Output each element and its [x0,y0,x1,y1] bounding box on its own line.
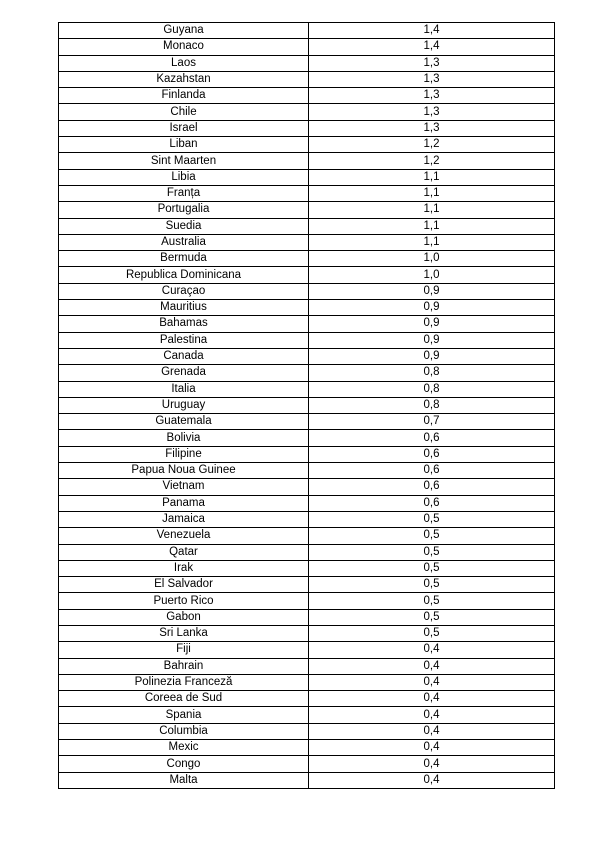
value-cell: 0,4 [309,674,555,690]
country-cell: Guyana [59,23,309,39]
country-cell: Polinezia Franceză [59,674,309,690]
value-cell: 0,4 [309,772,555,788]
country-cell: Uruguay [59,397,309,413]
table-row [59,104,555,120]
table-row [59,316,555,332]
country-cell: Libia [59,169,309,185]
value-cell: 1,0 [309,251,555,267]
country-cell: Filipine [59,446,309,462]
value-cell: 0,4 [309,740,555,756]
table-row [59,381,555,397]
table-row [59,446,555,462]
table-row [59,609,555,625]
value-cell: 0,4 [309,723,555,739]
country-cell: Grenada [59,365,309,381]
value-cell: 0,5 [309,625,555,641]
value-cell: 0,5 [309,544,555,560]
country-cell: Portugalia [59,202,309,218]
value-cell: 1,0 [309,267,555,283]
value-cell: 0,9 [309,348,555,364]
country-cell: Venezuela [59,528,309,544]
table-row [59,55,555,71]
table-row [59,120,555,136]
table-row [59,397,555,413]
table-row [59,71,555,87]
table-row [59,414,555,430]
value-cell: 0,8 [309,365,555,381]
value-cell: 0,6 [309,479,555,495]
value-cell: 0,5 [309,528,555,544]
value-cell: 0,4 [309,642,555,658]
country-cell: Qatar [59,544,309,560]
country-cell: Columbia [59,723,309,739]
value-cell: 0,6 [309,495,555,511]
country-cell: Guatemala [59,414,309,430]
table-row [59,202,555,218]
table-row [59,234,555,250]
value-cell: 1,3 [309,55,555,71]
country-cell: Gabon [59,609,309,625]
value-cell: 0,8 [309,397,555,413]
value-cell: 0,9 [309,316,555,332]
country-cell: Kazahstan [59,71,309,87]
table-row [59,560,555,576]
value-cell: 0,4 [309,756,555,772]
country-cell: Panama [59,495,309,511]
table-row [59,365,555,381]
table-body [59,23,555,789]
value-cell: 0,4 [309,658,555,674]
table-row [59,430,555,446]
country-cell: Canada [59,348,309,364]
country-cell: Congo [59,756,309,772]
country-cell: Jamaica [59,511,309,527]
table-row [59,772,555,788]
country-cell: Curaçao [59,283,309,299]
country-cell: Malta [59,772,309,788]
table-row [59,642,555,658]
country-cell: Bermuda [59,251,309,267]
value-cell: 0,6 [309,446,555,462]
table-row [59,577,555,593]
value-cell: 1,3 [309,120,555,136]
country-cell: Bolivia [59,430,309,446]
table-row [59,625,555,641]
country-cell: Australia [59,234,309,250]
value-cell: 1,2 [309,153,555,169]
table-row [59,185,555,201]
value-cell: 0,9 [309,332,555,348]
country-cell: Italia [59,381,309,397]
value-cell: 0,5 [309,577,555,593]
table-row [59,756,555,772]
country-cell: Papua Noua Guinee [59,463,309,479]
table-row [59,169,555,185]
table-row [59,691,555,707]
table-row [59,88,555,104]
table-row [59,348,555,364]
value-cell: 1,1 [309,218,555,234]
table-row [59,267,555,283]
table-row [59,528,555,544]
country-cell: Chile [59,104,309,120]
table-row [59,593,555,609]
value-cell: 1,2 [309,137,555,153]
value-cell: 0,6 [309,430,555,446]
country-cell: Monaco [59,39,309,55]
table-row [59,511,555,527]
value-cell: 0,5 [309,593,555,609]
country-cell: Liban [59,137,309,153]
value-cell: 1,1 [309,202,555,218]
country-cell: Fiji [59,642,309,658]
value-cell: 1,1 [309,234,555,250]
table-row [59,707,555,723]
country-value-table [58,22,555,789]
value-cell: 0,5 [309,560,555,576]
value-cell: 0,4 [309,691,555,707]
value-cell: 1,3 [309,88,555,104]
country-cell: Finlanda [59,88,309,104]
value-cell: 1,1 [309,169,555,185]
country-cell: Sint Maarten [59,153,309,169]
table-row [59,479,555,495]
country-cell: Bahrain [59,658,309,674]
table-row [59,283,555,299]
table-row [59,332,555,348]
table-row [59,137,555,153]
value-cell: 0,7 [309,414,555,430]
value-cell: 0,6 [309,463,555,479]
table-row [59,251,555,267]
table-row [59,300,555,316]
table-row [59,658,555,674]
table-row [59,740,555,756]
country-cell: Franța [59,185,309,201]
table-row [59,674,555,690]
value-cell: 0,9 [309,300,555,316]
country-cell: Suedia [59,218,309,234]
value-cell: 1,3 [309,104,555,120]
value-cell: 0,8 [309,381,555,397]
value-cell: 0,5 [309,511,555,527]
country-cell: Laos [59,55,309,71]
table-row [59,218,555,234]
country-cell: Sri Lanka [59,625,309,641]
country-cell: Israel [59,120,309,136]
table-row [59,39,555,55]
country-cell: Palestina [59,332,309,348]
country-cell: Coreea de Sud [59,691,309,707]
country-cell: Mexic [59,740,309,756]
value-cell: 0,5 [309,609,555,625]
value-cell: 1,4 [309,39,555,55]
table-row [59,23,555,39]
country-cell: Puerto Rico [59,593,309,609]
country-cell: Mauritius [59,300,309,316]
country-cell: Republica Dominicana [59,267,309,283]
country-cell: Vietnam [59,479,309,495]
value-cell: 1,1 [309,185,555,201]
country-cell: El Salvador [59,577,309,593]
value-cell: 1,4 [309,23,555,39]
value-cell: 0,9 [309,283,555,299]
table-row [59,723,555,739]
country-cell: Irak [59,560,309,576]
table-row [59,495,555,511]
table-row [59,463,555,479]
table-row [59,544,555,560]
country-cell: Spania [59,707,309,723]
table-row [59,153,555,169]
country-cell: Bahamas [59,316,309,332]
value-cell: 0,4 [309,707,555,723]
value-cell: 1,3 [309,71,555,87]
